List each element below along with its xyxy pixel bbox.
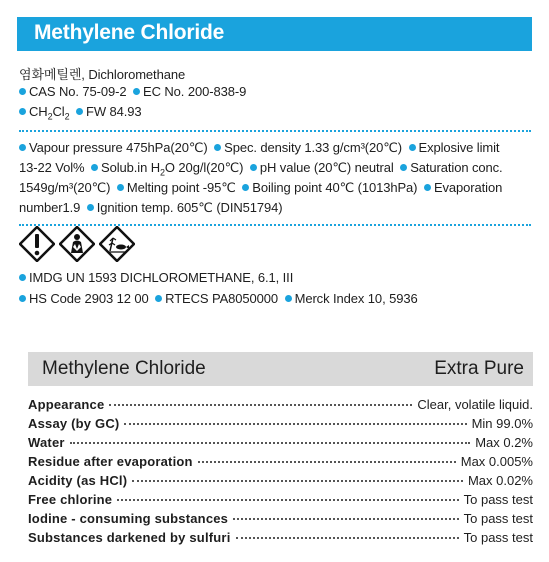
explosive-limit-value: 13-22 Vol% [19,160,85,175]
spec-label: Acidity (as HCl) [28,473,128,488]
boiling-point: Boiling point 40℃ (1013hPa) [252,180,418,195]
imdg-line [19,270,293,285]
bullet-icon [117,184,124,191]
divider [19,130,531,132]
spec-grade: Extra Pure [434,358,524,379]
names-line [19,64,185,83]
explosive-limit-label: Explosive limit [418,140,500,155]
spec-value: Min 99.0% [471,416,533,431]
bullet-icon [87,204,94,211]
ph-value: pH value (20℃) neutral [259,160,394,175]
codes-line [19,291,418,306]
properties-line-1 [19,140,499,156]
ec-number: EC No. 200-838-9 [143,84,247,99]
page-title: Methylene Chloride [34,21,225,44]
saturation-value: 1549g/m³(20℃) [19,180,111,195]
melting-point: Melting point -95℃ [126,180,236,195]
spec-value: Clear, volatile liquid. [417,397,533,412]
spec-value: Max 0.02% [467,473,533,488]
spec-label: Appearance [28,397,105,412]
spec-row [28,511,533,529]
evaporation-value: number1.9 [19,200,81,215]
spec-label: Iodine - consuming substances [28,511,229,526]
evaporation-label: Evaporation [433,180,503,195]
environment-hazard-icon [99,226,135,262]
health-hazard-icon [59,226,95,262]
dot-leader [132,480,463,482]
ignition-temp: Ignition temp. 605℃ (DIN51794) [96,200,283,215]
properties-line-2 [19,160,503,178]
molecular-formula: $CH_2Cl_2$ [29,104,70,122]
bullet-icon [19,144,26,151]
bullet-icon [285,295,292,302]
registry-line [19,84,246,99]
spec-label: Residue after evaporation [28,454,193,469]
spec-value: Max 0.2% [475,435,533,450]
formula-weight: FW 84.93 [85,104,142,119]
dot-leader [109,404,412,406]
spec-header [28,352,533,386]
rtecs-code: RTECS PA8050000 [165,291,279,306]
dot-leader [70,442,471,444]
spec-row [28,530,533,548]
spec-label: Assay (by GC) [28,416,120,431]
bullet-icon [409,144,416,151]
spec-row [28,435,533,453]
cas-number: CAS No. 75-09-2 [29,84,127,99]
imdg-code: IMDG UN 1593 DICHLOROMETHANE, 6.1, III [29,270,294,285]
spec-row [28,454,533,472]
formula-line [19,104,142,122]
spec-density: Spec. density 1.33 g/cm³(20℃) [224,140,403,155]
spec-row [28,397,533,415]
dot-leader [198,461,456,463]
bullet-icon [242,184,249,191]
bullet-icon [400,164,407,171]
solubility: Solub.in $H_2O$ 20g/l(20℃) [101,160,244,178]
dot-leader [233,518,459,520]
bullet-icon [19,295,26,302]
spec-product-name: Methylene Chloride [42,358,206,379]
bullet-icon [19,88,26,95]
merck-index: Merck Index 10, 5936 [294,291,418,306]
title-banner [17,17,532,51]
divider [19,224,531,226]
dot-leader [117,499,458,501]
spec-row [28,473,533,491]
properties-line-4 [19,200,283,216]
bullet-icon [76,108,83,115]
bullet-icon [250,164,257,171]
bullet-icon [19,108,26,115]
bullet-icon [133,88,140,95]
spec-value: Max 0.005% [460,454,533,469]
bullet-icon [424,184,431,191]
spec-value: To pass test [463,530,533,545]
dot-leader [124,423,466,425]
properties-line-3 [19,180,502,196]
spec-value: To pass test [463,511,533,526]
bullet-icon [91,164,98,171]
spec-label: Water [28,435,65,450]
bullet-icon [214,144,221,151]
hs-code: HS Code 2903 12 00 [29,291,149,306]
bullet-icon [19,274,26,281]
spec-row [28,416,533,434]
saturation-label: Saturation conc. [410,160,503,175]
spec-label: Free chlorine [28,492,113,507]
spec-value: To pass test [463,492,533,507]
bullet-icon [155,295,162,302]
vapour-pressure: Vapour pressure 475hPa(20℃) [29,140,208,155]
exclamation-icon [19,226,55,262]
names-text: 염화메틸렌, Dichloromethane [19,67,186,82]
spec-label: Substances darkened by sulfuri [28,530,231,545]
spec-row [28,492,533,510]
dot-leader [236,537,459,539]
